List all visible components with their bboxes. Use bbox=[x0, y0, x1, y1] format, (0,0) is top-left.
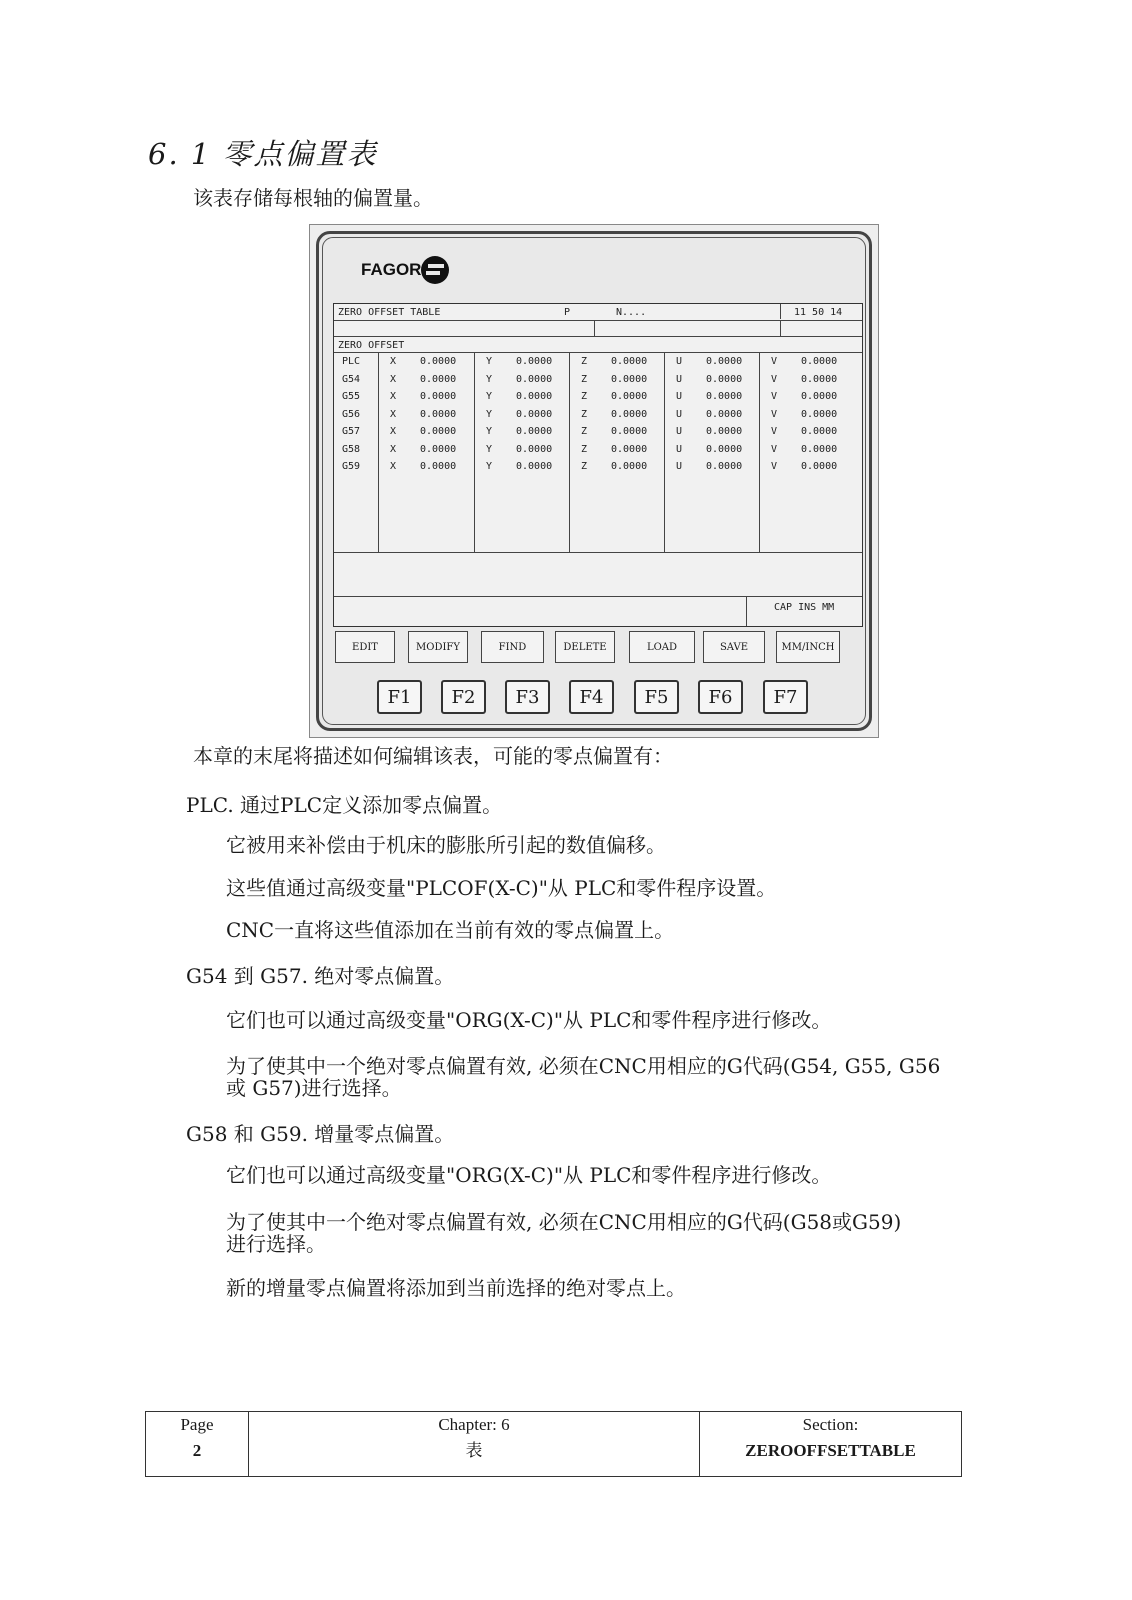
axis-label: V bbox=[771, 373, 778, 385]
axis-label: X bbox=[390, 426, 397, 437]
offset-value: 0.0000 bbox=[420, 461, 457, 472]
plc-heading: PLC. 通过PLC定义添加零点偏置。 bbox=[186, 793, 503, 817]
axis-label: X bbox=[390, 356, 397, 367]
offset-value: 0.0000 bbox=[611, 373, 648, 385]
monitor-bezel bbox=[316, 231, 872, 731]
intro-text: 该表存储每根轴的偏置量。 bbox=[193, 186, 433, 210]
axis-label: V bbox=[771, 426, 778, 437]
axis-label: V bbox=[771, 356, 778, 367]
softkey-bar bbox=[335, 631, 861, 669]
axis-label: Z bbox=[581, 373, 588, 385]
offset-value: 0.0000 bbox=[611, 461, 648, 472]
offset-value: 0.0000 bbox=[516, 426, 553, 437]
plc-text-2: 这些值通过高级变量"PLCOF(X-C)"从 PLC和零件程序设置。 bbox=[226, 876, 777, 900]
axis-label: Z bbox=[581, 356, 588, 367]
offset-value: 0.0000 bbox=[706, 408, 743, 420]
f1-key[interactable]: F1 bbox=[377, 680, 422, 714]
f3-key[interactable]: F3 bbox=[505, 680, 550, 714]
cnc-screenshot-figure bbox=[309, 224, 879, 738]
section-heading: 6. 1 零点偏置表 bbox=[148, 137, 378, 171]
f2-key[interactable]: F2 bbox=[441, 680, 486, 714]
plc-text-3: CNC一直将这些值添加在当前有效的零点偏置上。 bbox=[226, 918, 675, 942]
offset-value: 0.0000 bbox=[706, 461, 743, 472]
offset-value: 0.0000 bbox=[801, 408, 838, 420]
g54-text-2a: 为了使其中一个绝对零点偏置有效, 必须在CNC用相应的G代码(G54, G55, G56 bbox=[226, 1054, 941, 1078]
offset-value: 0.0000 bbox=[516, 356, 553, 367]
footer-chapter-cell bbox=[249, 1412, 700, 1476]
offset-name: G57 bbox=[342, 426, 361, 437]
axis-label: Z bbox=[581, 408, 588, 420]
footer-page-cell bbox=[146, 1412, 249, 1476]
clock-readout: 11 50 14 bbox=[794, 307, 843, 318]
block-label: N.... bbox=[616, 307, 647, 318]
offset-value: 0.0000 bbox=[611, 426, 648, 437]
f4-key[interactable]: F4 bbox=[569, 680, 614, 714]
offset-value: 0.0000 bbox=[801, 356, 838, 367]
offset-name: G54 bbox=[342, 373, 361, 385]
axis-label: Y bbox=[486, 356, 493, 367]
footer-chapter-label: Chapter: 6 bbox=[438, 1415, 510, 1434]
screen-title: ZERO OFFSET TABLE bbox=[338, 307, 441, 318]
offset-value: 0.0000 bbox=[801, 443, 838, 455]
offset-value: 0.0000 bbox=[611, 356, 648, 367]
axis-label: V bbox=[771, 408, 778, 420]
g58-text-3: 新的增量零点偏置将添加到当前选择的绝对零点上。 bbox=[226, 1276, 686, 1300]
offset-value: 0.0000 bbox=[706, 391, 743, 402]
offset-value: 0.0000 bbox=[706, 356, 743, 367]
modify-softkey[interactable]: MODIFY bbox=[408, 631, 468, 663]
offset-value: 0.0000 bbox=[801, 373, 838, 385]
offset-value: 0.0000 bbox=[801, 391, 838, 402]
offset-value: 0.0000 bbox=[706, 426, 743, 437]
axis-label: U bbox=[676, 408, 683, 420]
axis-label: U bbox=[676, 356, 683, 367]
g54-heading: G54 到 G57. 绝对零点偏置。 bbox=[186, 964, 455, 988]
footer-section-name: ZEROOFFSETTABLE bbox=[745, 1441, 916, 1460]
offset-name: G59 bbox=[342, 461, 361, 472]
offset-value: 0.0000 bbox=[420, 391, 457, 402]
g58-heading: G58 和 G59. 增量零点偏置。 bbox=[186, 1122, 455, 1146]
offset-name: PLC bbox=[342, 356, 361, 367]
axis-label: U bbox=[676, 373, 683, 385]
offset-value: 0.0000 bbox=[516, 443, 553, 455]
axis-label: Y bbox=[486, 408, 493, 420]
offset-value: 0.0000 bbox=[420, 408, 457, 420]
g58-text-2a: 为了使其中一个绝对零点偏置有效, 必须在CNC用相应的G代码(G58或G59) bbox=[226, 1210, 902, 1234]
g54-text-1: 它们也可以通过高级变量"ORG(X-C)"从 PLC和零件程序进行修改。 bbox=[226, 1008, 832, 1032]
offset-value: 0.0000 bbox=[420, 443, 457, 455]
axis-label: Z bbox=[581, 391, 588, 402]
offset-value: 0.0000 bbox=[611, 391, 648, 402]
offset-value: 0.0000 bbox=[516, 461, 553, 472]
plc-text-1: 它被用来补偿由于机床的膨胀所引起的数值偏移。 bbox=[226, 833, 666, 857]
offset-value: 0.0000 bbox=[706, 443, 743, 455]
axis-label: V bbox=[771, 391, 778, 402]
page-footer bbox=[145, 1411, 962, 1477]
offset-value: 0.0000 bbox=[706, 373, 743, 385]
axis-label: U bbox=[676, 443, 683, 455]
axis-label: Y bbox=[486, 426, 493, 437]
offset-value: 0.0000 bbox=[611, 408, 648, 420]
g58-text-1: 它们也可以通过高级变量"ORG(X-C)"从 PLC和零件程序进行修改。 bbox=[226, 1163, 832, 1187]
g58-text-2b: 进行选择。 bbox=[226, 1232, 326, 1256]
delete-softkey[interactable]: DELETE bbox=[555, 631, 615, 663]
fagor-logo-icon bbox=[421, 256, 449, 284]
load-softkey[interactable]: LOAD bbox=[629, 631, 695, 663]
axis-label: U bbox=[676, 461, 683, 472]
axis-label: X bbox=[390, 443, 397, 455]
g54-text-2b: 或 G57)进行选择。 bbox=[226, 1076, 402, 1100]
footer-section-cell bbox=[700, 1412, 961, 1476]
offset-value: 0.0000 bbox=[420, 373, 457, 385]
footer-chapter-title: 表 bbox=[465, 1441, 483, 1460]
program-label: P bbox=[564, 307, 571, 318]
axis-label: Z bbox=[581, 443, 588, 455]
axis-label: Y bbox=[486, 391, 493, 402]
offset-value: 0.0000 bbox=[611, 443, 648, 455]
footer-page-number: 2 bbox=[192, 1441, 202, 1460]
offset-value: 0.0000 bbox=[801, 461, 838, 472]
cnc-screen bbox=[333, 303, 863, 627]
body-paragraph: 本章的末尾将描述如何编辑该表，可能的零点偏置有： bbox=[193, 744, 673, 768]
axis-label: V bbox=[771, 443, 778, 455]
axis-label: U bbox=[676, 391, 683, 402]
offset-value: 0.0000 bbox=[516, 373, 553, 385]
f6-key[interactable]: F6 bbox=[698, 680, 743, 714]
axis-label: Y bbox=[486, 443, 493, 455]
status-indicators: CAP INS MM bbox=[774, 602, 835, 613]
offset-name: G56 bbox=[342, 408, 361, 420]
offset-value: 0.0000 bbox=[801, 426, 838, 437]
f5-key[interactable]: F5 bbox=[634, 680, 679, 714]
footer-section-label: Section: bbox=[802, 1415, 859, 1434]
section-label: ZERO OFFSET bbox=[338, 340, 405, 351]
footer-page-label: Page bbox=[180, 1415, 214, 1434]
axis-label: Z bbox=[581, 461, 588, 472]
find-softkey[interactable]: FIND bbox=[481, 631, 544, 663]
offset-value: 0.0000 bbox=[420, 426, 457, 437]
axis-label: X bbox=[390, 408, 397, 420]
f7-key[interactable]: F7 bbox=[763, 680, 808, 714]
axis-label: X bbox=[390, 373, 397, 385]
save-softkey[interactable]: SAVE bbox=[703, 631, 765, 663]
offset-value: 0.0000 bbox=[420, 356, 457, 367]
edit-softkey[interactable]: EDIT bbox=[335, 631, 395, 663]
axis-label: Y bbox=[486, 461, 493, 472]
axis-label: X bbox=[390, 391, 397, 402]
axis-label: V bbox=[771, 461, 778, 472]
function-keys bbox=[323, 680, 875, 720]
axis-label: U bbox=[676, 426, 683, 437]
mm-inch-softkey[interactable]: MM/INCH bbox=[776, 631, 840, 663]
offset-name: G58 bbox=[342, 443, 361, 455]
fagor-logo: FAGOR bbox=[361, 260, 422, 279]
offset-value: 0.0000 bbox=[516, 408, 553, 420]
offset-value: 0.0000 bbox=[516, 391, 553, 402]
axis-label: Y bbox=[486, 373, 493, 385]
offset-name: G55 bbox=[342, 391, 361, 402]
axis-label: X bbox=[390, 461, 397, 472]
axis-label: Z bbox=[581, 426, 588, 437]
